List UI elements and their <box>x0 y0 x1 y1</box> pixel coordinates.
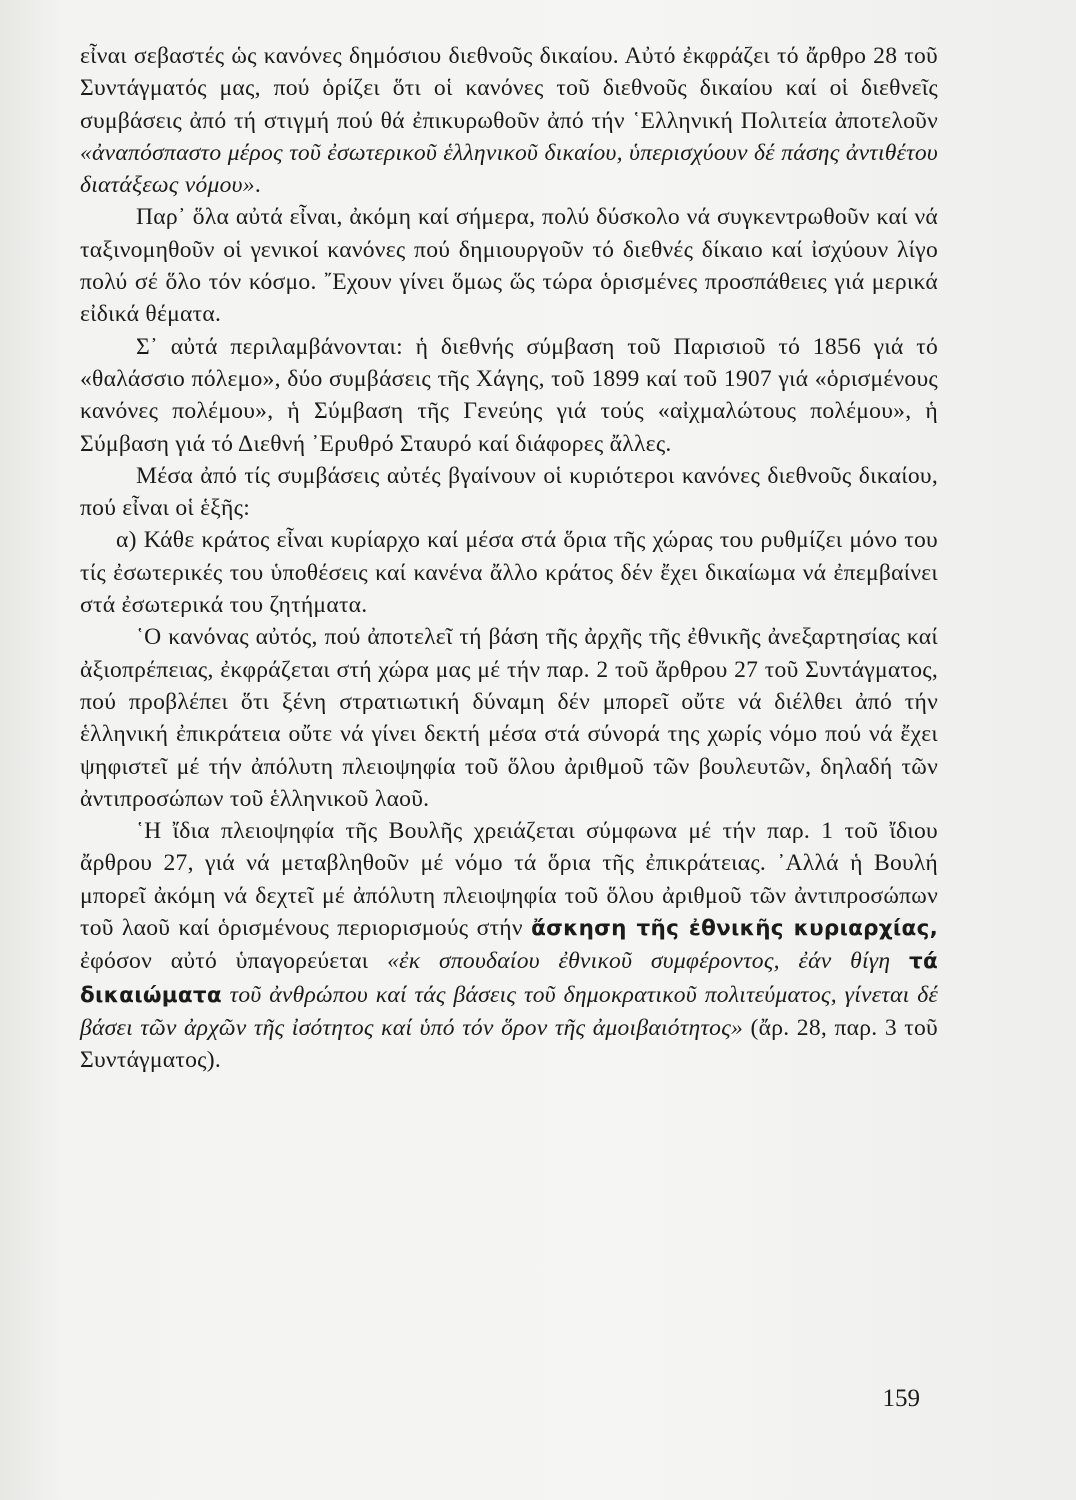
paragraph-rule-a: α) Κάθε κράτος εἶναι κυρίαρχο καί μέσα στά ὅρια τῆς χώρας του ρυθμίζει μόνο του τίς ἐσωτερικές του ὑποθέσεις καί κανένα ἄλλο κράτος δέν ἔχει δικαίωμα νά ἐπεμβαίνει στά ἐσωτερικά του ζητήματα. <box>80 527 938 619</box>
paragraph-7-bold-sovereignty: ἄσκηση τῆς ἐθνικῆς κυριαρχίας, <box>531 916 938 942</box>
paragraph-7-italic-2: τοῦ ἀνθρώπου καί τάς βάσεις τοῦ δημοκρατικοῦ πολιτεύματος, γίνεται δέ βάσει τῶν ἀρχῶν τῆς ἰσότητος καί ὑπό τόν ὅρον τῆς ἀμοιβαιότητος» <box>80 981 938 1041</box>
paragraph-7-text-a: ῾Η ἴδια πλειοψηφία τῆς Βουλῆς χρειάζεται σύμφωνα μέ τήν παρ. 1 τοῦ ἴδιου ἄρθρου 27, γιά νά μεταβληθοῦν μέ νόμο τά ὅρια τῆς ἐπικράτειας. ᾽Αλλά ἡ Βουλή μπορεῖ ἀκόμη νά δεχτεῖ μέ ἀπόλυτη πλειοψηφία τοῦ ὅλου ἀριθμοῦ τῶν ἀντιπροσώπων τοῦ λαοῦ καί ὁρισμένους περιορισμούς στήν <box>80 818 938 942</box>
paragraph-1-italic-quote: «ἀναπόσπαστο μέρος τοῦ ἐσωτερικοῦ ἑλληνικοῦ δικαίου, ὑπερισχύουν δέ πάσης ἀντιθέτου διατάξεως νόμου» <box>80 139 938 199</box>
paragraph-7-text-c: (ἄρ. 28, παρ. 3 τοῦ Συντάγματος). <box>80 1014 938 1074</box>
paragraph-main-rules-intro: Μέσα ἀπό τίς συμβάσεις αὐτές βγαίνουν οἱ κυριότεροι κανόνες διεθνοῦς δικαίου, πού εἶναι οἱ ἑξῆς: <box>80 462 938 522</box>
paragraph-7-text-b: ἐφόσον αὐτό ὑπαγορεύεται <box>80 948 388 975</box>
paragraph-1-text: εἶναι σεβαστές ὡς κανόνες δημόσιου διεθνοῦς δικαίου. Αὐτό ἐκφράζει τό ἄρθρο 28 τοῦ Συντάγματός μας, πού ὁρίζει ὅτι οἱ κανόνες τοῦ διεθνοῦς δικαίου καί οἱ διεθνεῖς συμβάσεις ἀπό τή στιγμή πού θά ἐπικυρωθοῦν ἀπό τήν ῾Ελληνική Πολιτεία ἀποτελοῦν <box>80 43 938 134</box>
paragraph-difficulty: Παρ᾽ ὅλα αὐτά εἶναι, ἀκόμη καί σήμερα, πολύ δύσκολο νά συγκεντρωθοῦν καί νά ταξινομηθοῦν οἱ γενικοί κανόνες πού δημιουργοῦν τό διεθνές δίκαιο καί ἰσχύουν λίγο πολύ σέ ὅλο τόν κόσμο. ῎Εχουν γίνει ὅμως ὥς τώρα ὁρισμένες προσπάθειες γιά μερικά εἰδικά θέματα. <box>80 204 938 328</box>
paragraph-national-independence: ῾Ο κανόνας αὐτός, πού ἀποτελεῖ τή βάση τῆς ἀρχῆς τῆς ἐθνικῆς ἀνεξαρτησίας καί ἀξιοπρέπειας, ἐκφράζεται στή χώρα μας μέ τήν παρ. 2 τοῦ ἄρθρου 27 τοῦ Συντάγματος, πού προβλέπει ὅτι ξένη στρατιωτική δύναμη δέν μπορεῖ οὔτε νά διέλθει ἀπό τήν ἑλληνική ἐπικράτεια οὔτε νά γίνει δεκτή μέσα στά σύνορά της χωρίς νόμο πού νά ἔχει ψηφιστεῖ μέ τήν ἀπόλυτη πλειοψηφία τοῦ ὅλου ἀριθμοῦ τῶν βουλευτῶν, δηλαδή τῶν ἀντιπροσώπων τοῦ ἑλληνικοῦ λαοῦ. <box>80 624 938 812</box>
paragraph-7-italic-1: «ἐκ σπουδαίου ἐθνικοῦ συμφέροντος, ἐάν θίγη <box>387 948 909 975</box>
paragraph-7-bold-rights: τά δικαιώματα <box>80 949 938 1008</box>
paragraph-parliament-majority <box>80 815 938 1076</box>
paragraph-1-end: . <box>254 172 261 199</box>
paragraph-constitution-article-28 <box>80 40 938 201</box>
page-number: 159 <box>882 1385 920 1412</box>
body-text <box>80 40 938 1077</box>
paragraph-conventions: Σ᾽ αὐτά περιλαμβάνονται: ἡ διεθνής σύμβαση τοῦ Παρισιοῦ τό 1856 γιά τό «θαλάσσιο πόλεμο», δύο συμβάσεις τῆς Χάγης, τοῦ 1899 καί τοῦ 1907 γιά «ὁρισμένους κανόνες πολέμου», ἡ Σύμβαση τῆς Γενεύης γιά τούς «αἰχμαλώτους πολέμου», ἡ Σύμβαση γιά τό Διεθνή ᾽Ερυθρό Σταυρό καί διάφορες ἄλλες. <box>80 333 938 457</box>
